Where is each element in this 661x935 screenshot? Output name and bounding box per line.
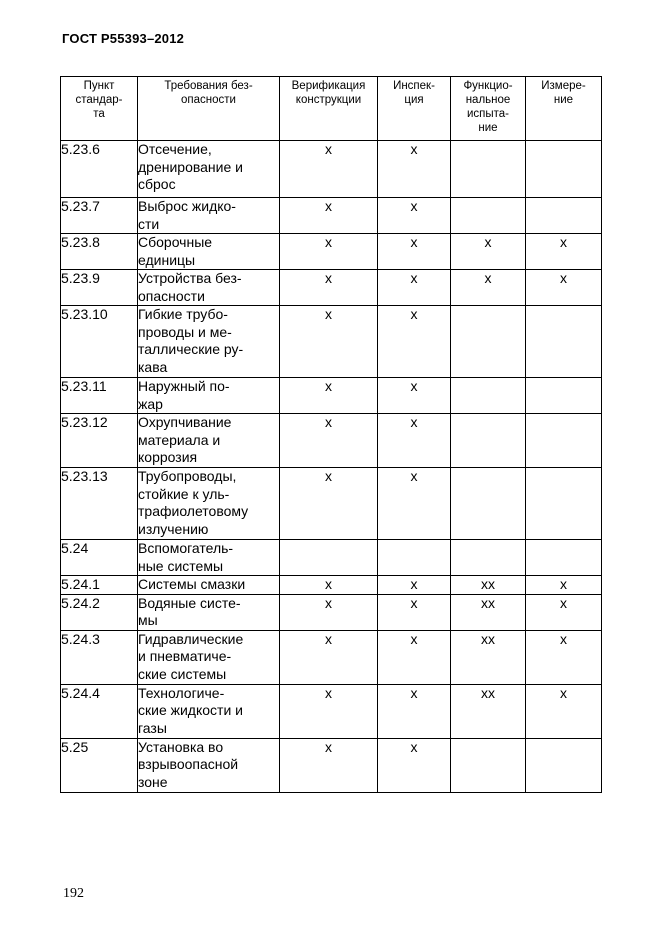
table-row: [61, 306, 602, 378]
table-row: [61, 594, 602, 630]
measurement-cell: х: [526, 684, 602, 738]
functional-test-cell: хх: [451, 576, 526, 595]
functional-test-cell: [451, 540, 526, 576]
document-header: ГОСТ Р55393–2012: [62, 31, 185, 46]
measurement-cell: х: [526, 630, 602, 684]
measurement-cell: [526, 414, 602, 468]
clause-cell: 5.24.3: [61, 630, 138, 684]
inspection-cell: х: [378, 306, 451, 378]
measurement-cell: [526, 378, 602, 414]
requirement-cell: Технологиче- ские жидкости и газы: [138, 684, 280, 738]
functional-test-cell: [451, 198, 526, 234]
table-row: [61, 414, 602, 468]
table-row: [61, 684, 602, 738]
measurement-cell: [526, 306, 602, 378]
measurement-cell: [526, 468, 602, 540]
inspection-cell: х: [378, 141, 451, 198]
clause-cell: 5.23.8: [61, 234, 138, 270]
table-row: [61, 576, 602, 595]
inspection-cell: х: [378, 270, 451, 306]
table-row: [61, 468, 602, 540]
header-measurement: Измере- ние: [526, 77, 602, 141]
table-row: [61, 738, 602, 792]
functional-test-cell: хх: [451, 594, 526, 630]
measurement-cell: [526, 141, 602, 198]
inspection-cell: х: [378, 630, 451, 684]
inspection-cell: х: [378, 378, 451, 414]
verification-cell: х: [280, 594, 378, 630]
measurement-cell: [526, 198, 602, 234]
clause-cell: 5.23.7: [61, 198, 138, 234]
requirement-cell: Наружный по- жар: [138, 378, 280, 414]
clause-cell: 5.23.13: [61, 468, 138, 540]
verification-cell: х: [280, 414, 378, 468]
requirement-cell: Устройства без- опасности: [138, 270, 280, 306]
requirement-cell: Системы смазки: [138, 576, 280, 595]
inspection-cell: х: [378, 198, 451, 234]
measurement-cell: [526, 540, 602, 576]
inspection-cell: х: [378, 234, 451, 270]
inspection-cell: [378, 540, 451, 576]
clause-cell: 5.24.2: [61, 594, 138, 630]
table-header-row: [61, 77, 602, 141]
clause-cell: 5.23.6: [61, 141, 138, 198]
table-row: [61, 540, 602, 576]
inspection-cell: х: [378, 684, 451, 738]
requirement-cell: Сборочные единицы: [138, 234, 280, 270]
functional-test-cell: хх: [451, 630, 526, 684]
functional-test-cell: [451, 468, 526, 540]
requirements-table: [60, 76, 602, 793]
clause-cell: 5.23.12: [61, 414, 138, 468]
requirement-cell: Отсечение, дренирование и сброс: [138, 141, 280, 198]
header-functional-test: Функцио- нальное испыта- ние: [451, 77, 526, 141]
page-number: 192: [63, 886, 84, 901]
verification-cell: х: [280, 630, 378, 684]
verification-cell: х: [280, 198, 378, 234]
clause-cell: 5.24.1: [61, 576, 138, 595]
verification-cell: х: [280, 576, 378, 595]
measurement-cell: х: [526, 270, 602, 306]
functional-test-cell: [451, 306, 526, 378]
clause-cell: 5.25: [61, 738, 138, 792]
clause-cell: 5.23.10: [61, 306, 138, 378]
functional-test-cell: [451, 738, 526, 792]
functional-test-cell: [451, 378, 526, 414]
inspection-cell: х: [378, 468, 451, 540]
header-verification: Верификация конструкции: [280, 77, 378, 141]
table-row: [61, 234, 602, 270]
measurement-cell: х: [526, 594, 602, 630]
measurement-cell: х: [526, 234, 602, 270]
verification-cell: [280, 540, 378, 576]
functional-test-cell: х: [451, 234, 526, 270]
requirement-cell: Трубопроводы, стойкие к уль- трафиолетовому излучению: [138, 468, 280, 540]
table-row: [61, 630, 602, 684]
inspection-cell: х: [378, 594, 451, 630]
verification-cell: х: [280, 468, 378, 540]
header-requirement: Требования без- опасности: [138, 77, 280, 141]
table-row: [61, 378, 602, 414]
verification-cell: х: [280, 378, 378, 414]
inspection-cell: х: [378, 576, 451, 595]
table-row: [61, 270, 602, 306]
header-clause: Пункт стандар- та: [61, 77, 138, 141]
functional-test-cell: [451, 414, 526, 468]
table-row: [61, 198, 602, 234]
requirement-cell: Вспомогатель- ные системы: [138, 540, 280, 576]
verification-cell: х: [280, 738, 378, 792]
clause-cell: 5.23.9: [61, 270, 138, 306]
functional-test-cell: [451, 141, 526, 198]
verification-cell: х: [280, 270, 378, 306]
measurement-cell: [526, 738, 602, 792]
requirement-cell: Водяные систе- мы: [138, 594, 280, 630]
verification-cell: х: [280, 306, 378, 378]
verification-cell: х: [280, 141, 378, 198]
requirement-cell: Гибкие трубо- проводы и ме- таллические ру- кава: [138, 306, 280, 378]
requirement-cell: Гидравлические и пневматиче- ские системы: [138, 630, 280, 684]
measurement-cell: х: [526, 576, 602, 595]
table-body: [61, 141, 602, 793]
requirement-cell: Установка во взрывоопасной зоне: [138, 738, 280, 792]
clause-cell: 5.24.4: [61, 684, 138, 738]
functional-test-cell: х: [451, 270, 526, 306]
clause-cell: 5.24: [61, 540, 138, 576]
table-row: [61, 141, 602, 198]
requirement-cell: Выброс жидко- сти: [138, 198, 280, 234]
functional-test-cell: хх: [451, 684, 526, 738]
header-inspection: Инспек- ция: [378, 77, 451, 141]
requirement-cell: Охрупчивание материала и коррозия: [138, 414, 280, 468]
clause-cell: 5.23.11: [61, 378, 138, 414]
inspection-cell: х: [378, 738, 451, 792]
inspection-cell: х: [378, 414, 451, 468]
verification-cell: х: [280, 234, 378, 270]
verification-cell: х: [280, 684, 378, 738]
